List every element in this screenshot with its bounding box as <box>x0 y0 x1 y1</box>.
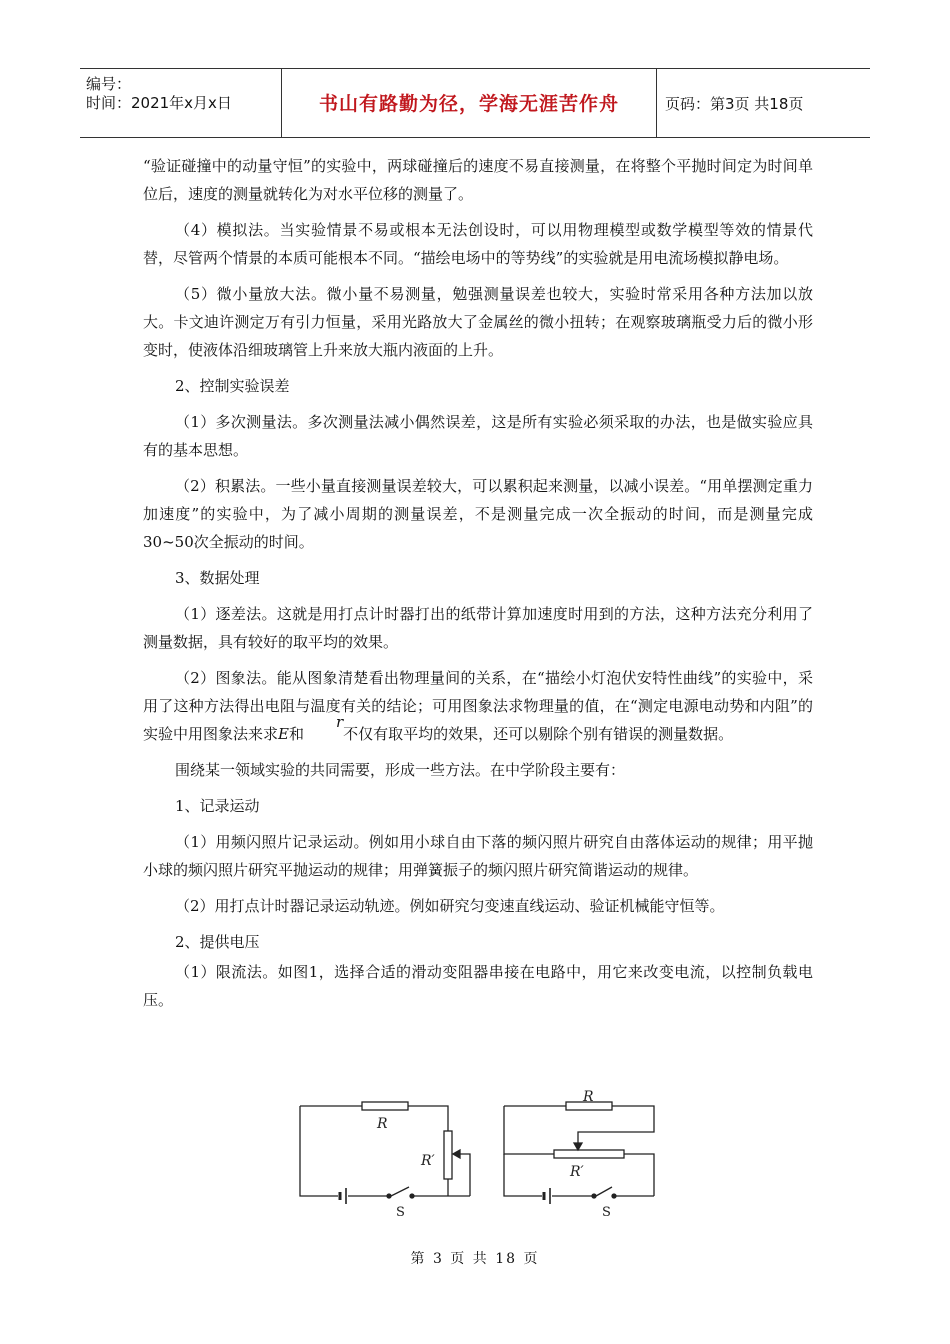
slider-arrow <box>453 1150 460 1158</box>
paragraph-current-limiting: （1）限流法。如图1，选择合适的滑动变阻器串接在电路中，用它来改变电流，以控制负载电压。 <box>143 963 813 1009</box>
date-label: 时间：2021年x月x日 <box>86 94 232 112</box>
switch-contact <box>410 1194 414 1198</box>
header-info-cell <box>80 69 282 137</box>
circuit-voltage-divider <box>504 1102 654 1204</box>
switch-lever <box>596 1187 612 1196</box>
wire <box>504 1106 554 1154</box>
header-page-cell <box>657 69 870 137</box>
right-rheostat-label: R′ <box>570 1164 584 1180</box>
heading-supply-voltage: 2、提供电压 <box>175 933 260 951</box>
document-body <box>143 152 813 1022</box>
paragraph-repeated-measurement: （1）多次测量法。多次测量法减小偶然误差，这是所有实验必须采取的办法，也是做实验应具有的基本思想。 <box>143 413 813 459</box>
symbol-r: r <box>335 713 344 731</box>
switch-contact <box>612 1194 616 1198</box>
paragraph-amplification: （5）微小量放大法。微小量不易测量，勉强测量误差也较大，实验时常采用各种方法加以放大。卡文迪许测定万有引力恒量，采用光路放大了金属丝的微小扭转；在观察玻璃瓶受力后的微小形变时，使液体沿细玻璃管上升来放大瓶内液面的上升。 <box>143 285 813 359</box>
page-footer: 第 3 页 共 18 页 <box>410 1251 540 1267</box>
paragraph-strobe-photo: （1）用频闪照片记录运动。例如用小球自由下落的频闪照片研究自由落体运动的规律；用平抛小球的频闪照片研究平抛运动的规律；用弹簧振子的频闪照片研究简谐运动的规律。 <box>143 833 813 879</box>
graph-method-and: 和 <box>288 725 304 743</box>
heading-data-processing: 3、数据处理 <box>175 569 260 587</box>
graph-method-text-a: （2）图象法。能从图象清楚看出物理量间的关系，在“描绘小灯泡伏安特性曲线”的实验中，采用了这种方法得出电阻与温度有关的结论；可用图象法求物理量的值，在“测定电源电动势和内阻”的实验中用图象法来求 <box>143 669 813 743</box>
right-resistor-label: R <box>583 1089 594 1105</box>
switch-contact <box>387 1194 391 1198</box>
wire <box>300 1106 338 1196</box>
paragraph-methods-intro: 围绕某一领域实验的共同需要，形成一些方法。在中学阶段主要有： <box>175 761 626 779</box>
rheostat <box>554 1150 624 1158</box>
resistor <box>362 1102 408 1110</box>
wire <box>624 1154 654 1196</box>
paragraph-accumulation: （2）积累法。一些小量直接测量误差较大，可以累积起来测量，以减小误差。“用单摆测定重力加速度”的实验中，为了减小周期的测量误差，不是测量完成一次全振动的时间，而是测量完成30~50次全振动的时间。 <box>143 477 813 551</box>
paragraph-collision: “验证碰撞中的动量守恒”的实验中，两球碰撞后的速度不易直接测量，在将整个平抛时间定为时间单位后，速度的测量就转化为对水平位移的测量了。 <box>143 157 813 203</box>
slider-wire <box>456 1154 470 1196</box>
graph-method-text-b: 不仅有取平均的效果，还可以剔除个别有错误的测量数据。 <box>343 725 734 743</box>
paragraph-successive-difference: （1）逐差法。这就是用打点计时器打出的纸带计算加速度时用到的方法，这种方法充分利用了测量数据，具有较好的取平均的效果。 <box>143 605 813 651</box>
motto: 书山有路勤为径，学海无涯苦作舟 <box>318 93 619 115</box>
page-info: 页码：第3页 共18页 <box>665 95 804 113</box>
slider-arrow <box>574 1143 582 1150</box>
header-motto-cell <box>282 69 657 137</box>
heading-record-motion: 1、记录运动 <box>175 797 260 815</box>
right-switch-label: S <box>602 1205 611 1220</box>
left-resistor-label: R <box>377 1116 388 1132</box>
wire <box>578 1106 654 1146</box>
circuit-diagrams <box>290 1086 670 1222</box>
left-switch-label: S <box>396 1205 405 1220</box>
paragraph-graph-method <box>143 664 813 748</box>
switch-lever <box>391 1187 409 1196</box>
rheostat <box>444 1131 452 1179</box>
wire <box>408 1106 448 1131</box>
heading-control-error: 2、控制实验误差 <box>175 377 290 395</box>
paragraph-simulation: （4）模拟法。当实验情景不易或根本无法创设时，可以用物理模型或数学模型等效的情景代替，尽管两个情景的本质可能根本不同。“描绘电场中的等势线”的实验就是用电流场模拟静电场。 <box>143 221 813 267</box>
wire <box>504 1154 542 1196</box>
paragraph-ticker-timer: （2）用打点计时器记录运动轨迹。例如研究匀变速直线运动、验证机械能守恒等。 <box>175 897 725 915</box>
left-rheostat-label: R′ <box>421 1153 435 1169</box>
document-number-label: 编号： <box>86 75 132 93</box>
symbol-E: E <box>278 725 289 743</box>
page-header <box>80 68 870 138</box>
switch-contact <box>592 1194 596 1198</box>
